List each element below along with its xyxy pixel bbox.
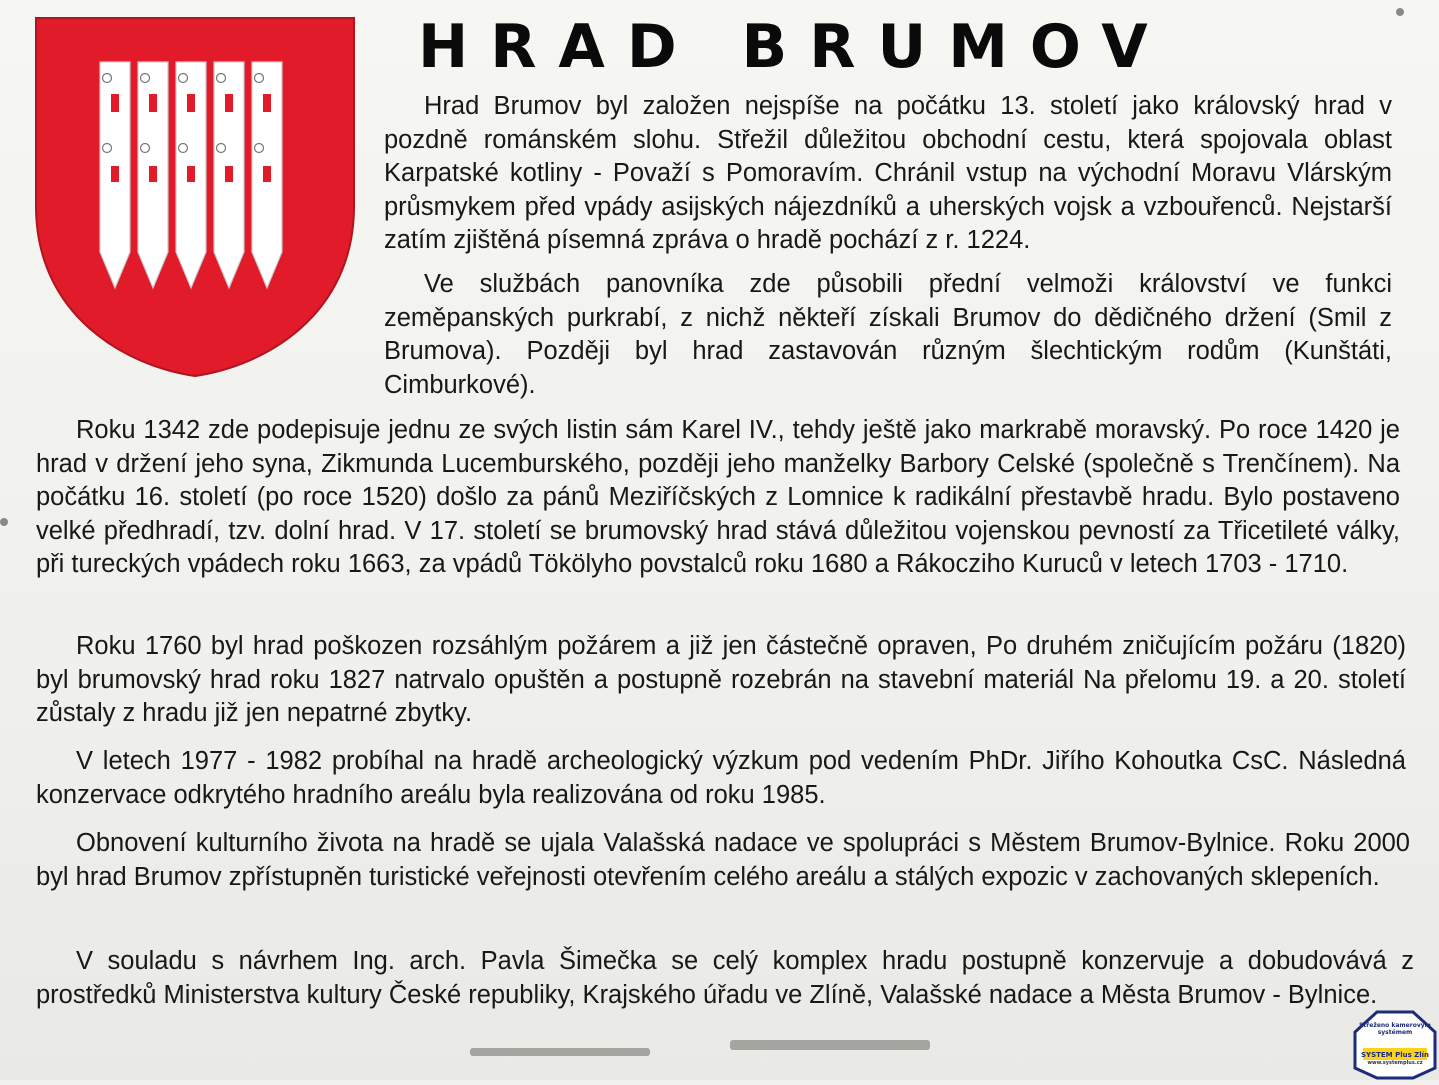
- screw-icon: [1396, 8, 1404, 16]
- paragraph-research: V letech 1977 - 1982 probíhal na hradě archeologický výzkum pod vedením PhDr. Jiřího Kohoutka CsC. Následná konzervace odkrytého hradního areálu byla realizována od roku 1985.: [36, 747, 1406, 809]
- paragraph-history: Roku 1342 zde podepisuje jednu ze svých listin sám Karel IV., tehdy ještě jako markrabě moravský. Po roce 1420 je hrad v držení jeho syna, Zikmunda Lucemburského, později jeho manželky Barbory Celské (společně s Trenčínem). Na počátku 16. století (po roce 1520) došlo za pánů Meziříčských z Lomnice k radikální přestavbě hradu. Bylo postaveno velké předhradí, tzv. dolní hrad. V 17. století se brumovský hrad stává důležitou vojenskou pevností za Třicetileté války, při tureckých vpádech roku 1663, za vpádů Tökölyho povstalců roku 1680 a Rákocziho Kuruců v letech 1703 - 1710.: [36, 416, 1400, 579]
- paragraph-cultural-life: Obnovení kulturního života na hradě se ujala Valašská nadace ve spolupráci s Městem Brumov-Bylnice. Roku 2000 byl hrad Brumov zpřístupněn turistické veřejnosti otevřením celého areálu a stálých expozic v zachovaných sklepeních.: [36, 829, 1410, 891]
- page-title: HRAD BRUMOV: [418, 12, 1170, 82]
- stain: [730, 1040, 930, 1050]
- screw-icon: [0, 518, 8, 526]
- paragraph-founding: Hrad Brumov byl založen nejspíše na počátku 13. století jako královský hrad v pozdně románském slohu. Střežil důležitou obchodní cestu, která spojovala oblast Karpatské kotliny - Považí s Pomoravím. Chránil vstup na východní Moravu Vlárským průsmykem před vpády asijských nájezdníků a uherských vojsk a vzbouřenců. Nejstarší zatím zjištěná písemná zpráva o hradě pochází z r. 1224.: [384, 92, 1392, 255]
- security-camera-badge: Střeženo kamerovým systémem SYSTEM Plus Zlín www.systemplus.cz: [1353, 1010, 1437, 1080]
- stain: [470, 1048, 650, 1056]
- paragraph-conservation: V souladu s návrhem Ing. arch. Pavla Šimečka se celý komplex hradu postupně konzervuje a dobudovává z prostředků Ministerstva kultury České republiky, Krajského úřadu ve Zlíně, Valašské nadace a Města Brumov - Bylnice.: [36, 947, 1414, 1009]
- coat-of-arms-icon: [34, 16, 356, 378]
- paragraph-fire: Roku 1760 byl hrad poškozen rozsáhlým požárem a již jen částečně opraven, Po druhém zničujícím požáru (1820) byl brumovský hrad roku 1827 natrvalo opuštěn a postupně rozebrán na stavební materiál Na přelomu 19. a 20. století zůstaly z hradu již jen nepatrné zbytky.: [36, 632, 1406, 728]
- paragraph-burgraves: Ve službách panovníka zde působili přední velmoži království ve funkci zeměpanských purkrabí, z nichž někteří získali Brumov do dědičného držení (Smil z Brumova). Později byl hrad zastavován různým šlechtickým rodům (Kunštáti, Cimburkové).: [384, 270, 1392, 399]
- badge-octagon-icon: [1353, 1010, 1437, 1080]
